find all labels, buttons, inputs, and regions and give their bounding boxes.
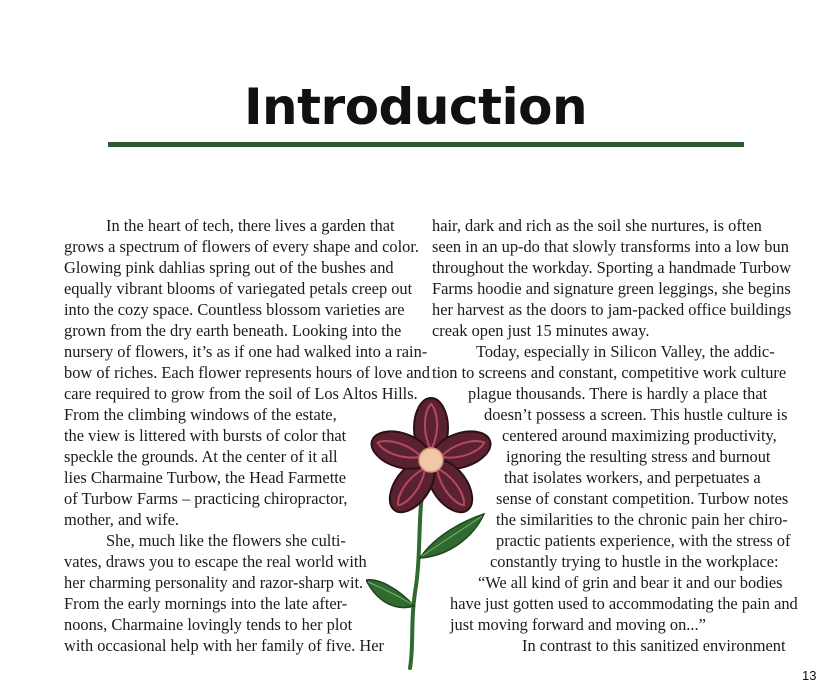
text-line: speckle the grounds. At the center of it all [64,447,338,466]
text-line: practic patients experience, with the stress of [496,531,791,550]
text-line: hair, dark and rich as the soil she nurtures, is often [432,216,762,235]
text-line: bow of riches. Each flower represents hours of love and [64,363,430,382]
text-line: equally vibrant blooms of variegated petals creep out [64,279,413,298]
text-line: sense of constant competition. Turbow notes [496,489,789,508]
text-line: that isolates workers, and perpetuates a [504,468,761,487]
text-line: creak open just 15 minutes away. [432,321,650,340]
text-line: grown from the dry earth beneath. Looking into the [64,321,402,340]
text-line: lies Charmaine Turbow, the Head Farmette [64,468,347,487]
text-line: just moving forward and moving on...” [450,615,706,634]
text-line: tion to screens and constant, competitive work culture [432,363,787,382]
text-line: In the heart of tech, there lives a garden that [106,216,395,235]
text-line: with occasional help with her family of five. Her [64,636,384,655]
text-line: nursery of flowers, it’s as if one had walked into a rain- [64,342,428,361]
text-line: “We all kind of grin and bear it and our bodies [478,573,783,592]
text-line: grows a spectrum of flowers of every shape and color. [64,237,420,256]
flower-illustration [366,396,496,676]
text-line: In contrast to this sanitized environment [522,636,786,655]
text-line: Glowing pink dahlias spring out of the bushes and [64,258,394,277]
flower-center [419,448,443,472]
text-line: the view is littered with bursts of color that [64,426,347,445]
text-line: her harvest as the doors to jam-packed office buildings [432,300,792,319]
text-line: From the climbing windows of the estate, [64,405,337,424]
text-line: From the early mornings into the late after- [64,594,348,613]
page-title: Introduction [243,78,588,136]
text-line: Farms hoodie and signature green leggings, she begins [432,279,791,298]
text-line: doesn’t possess a screen. This hustle culture is [484,405,788,424]
text-line: noons, Charmaine lovingly tends to her plot [64,615,353,634]
text-line: into the cozy space. Countless blossom varieties are [64,300,405,319]
left-column [64,215,430,656]
text-line: plague thousands. There is hardly a place that [468,384,768,403]
text-line: She, much like the flowers she culti- [106,531,346,550]
text-line: have just gotten used to accommodating the pain and [450,594,798,613]
flower-head [367,398,495,520]
text-line: ignoring the resulting stress and burnout [506,447,771,466]
page-number: 13 [802,668,817,683]
text-line: centered around maximizing productivity, [502,426,777,445]
title-divider [108,142,744,147]
leaf-upper-vein [422,516,482,556]
text-line: constantly trying to hustle in the workplace: [490,552,779,571]
text-line: the similarities to the chronic pain her chiro- [496,510,788,529]
text-line: throughout the workday. Sporting a handmade Turbow [432,258,792,277]
text-line: care required to grow from the soil of Los Altos Hills. [64,384,418,403]
text-line: mother, and wife. [64,510,179,529]
text-line: Today, especially in Silicon Valley, the addic- [476,342,775,361]
text-line: of Turbow Farms – practicing chiropractor, [64,489,348,508]
text-line: her charming personality and razor-sharp wit. [64,573,364,592]
text-line: seen in an up-do that slowly transforms into a low bun [432,237,789,256]
text-line: vates, draws you to escape the real world with [64,552,367,571]
